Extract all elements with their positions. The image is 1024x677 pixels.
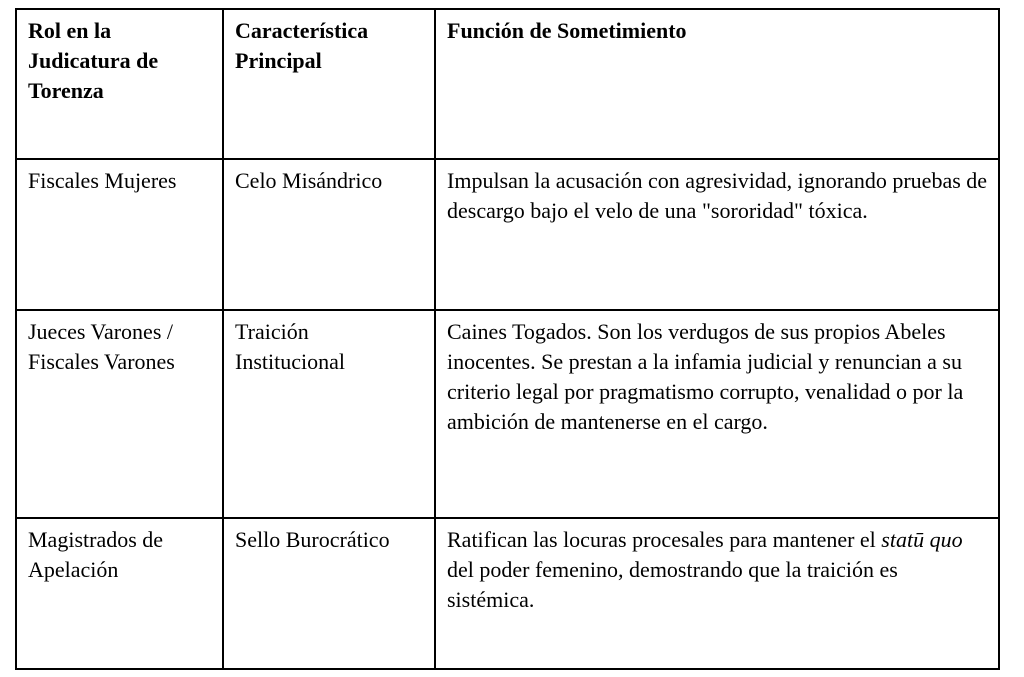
cell-trait: Traición Institucional <box>223 310 435 518</box>
table-header-row <box>16 9 999 159</box>
cell-role: Jueces Varones / Fiscales Varones <box>16 310 223 518</box>
header-cell-trait: Característica Principal <box>223 9 435 159</box>
cell-trait: Sello Burocrático <box>223 518 435 669</box>
cell-role: Magistrados de Apelación <box>16 518 223 669</box>
cell-function <box>435 518 999 669</box>
function-text-italic: statū quo <box>881 527 963 552</box>
cell-role: Fiscales Mujeres <box>16 159 223 310</box>
header-cell-role: Rol en la Judicatura de Torenza <box>16 9 223 159</box>
roles-table <box>15 8 1000 670</box>
cell-function: Impulsan la acusación con agresividad, ignorando pruebas de descargo bajo el velo de una "sororidad" tóxica. <box>435 159 999 310</box>
table-row <box>16 159 999 310</box>
function-text-after: del poder femenino, demostrando que la traición es sistémica. <box>447 557 898 612</box>
cell-trait: Celo Misándrico <box>223 159 435 310</box>
cell-function: Caines Togados. Son los verdugos de sus propios Abeles inocentes. Se prestan a la infamia judicial y renuncian a su criterio legal por pragmatismo corrupto, venalidad o por la ambición de mantenerse en el cargo. <box>435 310 999 518</box>
table-row <box>16 518 999 669</box>
header-cell-function: Función de Sometimiento <box>435 9 999 159</box>
table-row <box>16 310 999 518</box>
function-text-before: Ratifican las locuras procesales para mantener el <box>447 527 882 552</box>
